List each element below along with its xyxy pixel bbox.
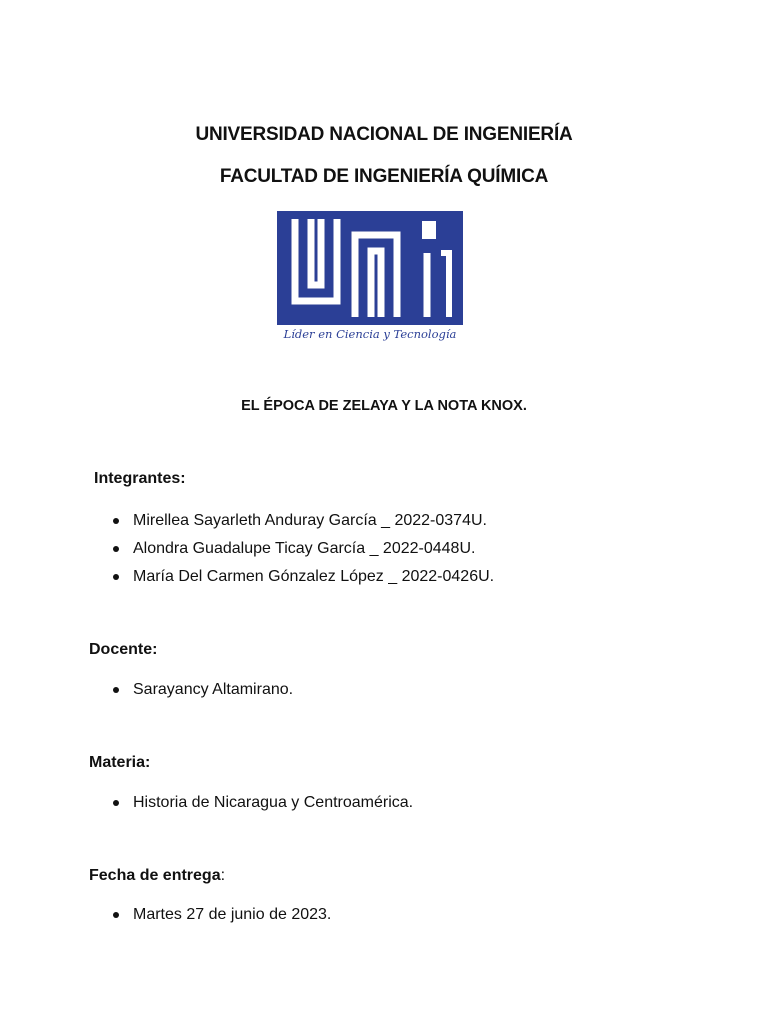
members-label: Integrantes: bbox=[94, 470, 186, 487]
list-item: María Del Carmen Gónzalez López _ 2022-0426U. bbox=[112, 566, 494, 594]
bullet-icon bbox=[113, 912, 119, 918]
teacher-label: Docente: bbox=[89, 641, 158, 658]
delivery-label bbox=[89, 867, 225, 885]
delivery-list bbox=[112, 904, 331, 932]
subject-list bbox=[112, 792, 413, 820]
university-name: UNIVERSIDAD NACIONAL DE INGENIERÍA bbox=[195, 124, 573, 145]
members-list bbox=[112, 510, 494, 594]
document-title: EL ÉPOCA DE ZELAYA Y LA NOTA KNOX. bbox=[241, 398, 527, 414]
list-item: Historia de Nicaragua y Centroamérica. bbox=[112, 792, 413, 820]
delivery-label-text: Fecha de entrega bbox=[89, 867, 221, 884]
faculty-name: FACULTAD DE INGENIERÍA QUÍMICA bbox=[219, 166, 549, 187]
subject-label: Materia: bbox=[89, 754, 151, 771]
list-item: Martes 27 de junio de 2023. bbox=[112, 904, 331, 932]
bullet-icon bbox=[113, 518, 119, 524]
list-item: Alondra Guadalupe Ticay García _ 2022-0448U. bbox=[112, 538, 494, 566]
uni-logo bbox=[277, 211, 463, 351]
bullet-icon bbox=[113, 574, 119, 580]
bullet-icon bbox=[113, 800, 119, 806]
bullet-icon bbox=[113, 687, 119, 693]
uni-logo-mark bbox=[277, 211, 463, 325]
delivery-label-colon: : bbox=[220, 867, 226, 884]
list-item: Mirellea Sayarleth Anduray García _ 2022-0374U. bbox=[112, 510, 494, 538]
logo-slogan: Líder en Ciencia y Tecnología bbox=[283, 327, 457, 341]
list-item: Sarayancy Altamirano. bbox=[112, 679, 293, 707]
teacher-list bbox=[112, 679, 293, 707]
bullet-icon bbox=[113, 546, 119, 552]
